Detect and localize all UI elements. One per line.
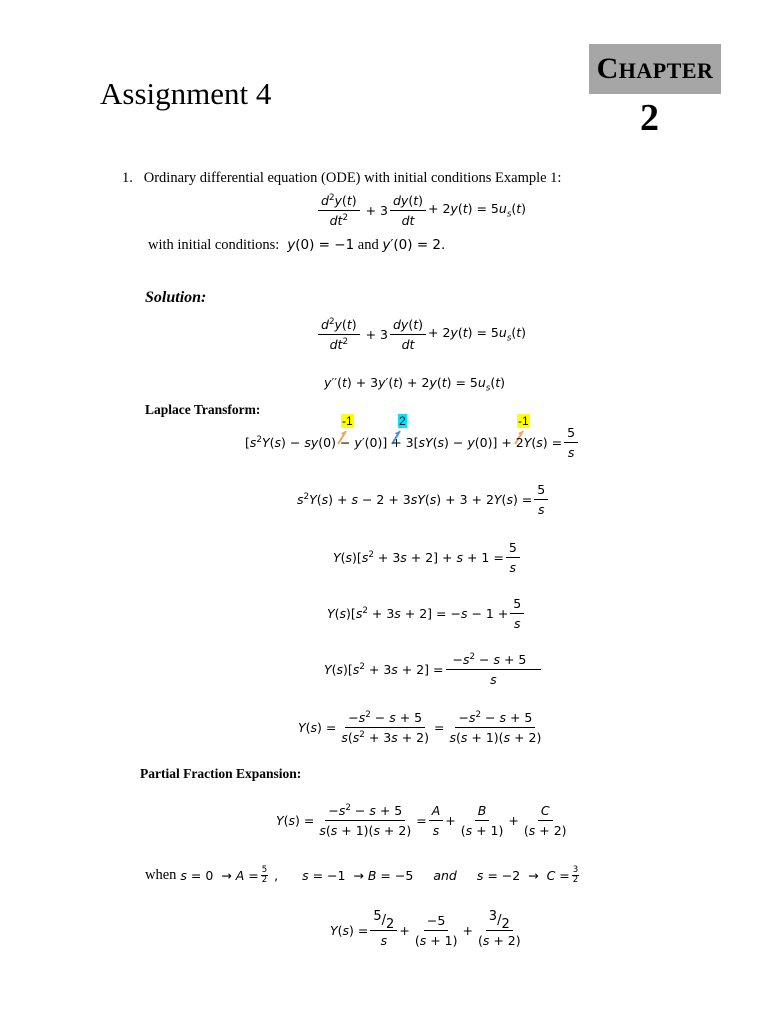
solution-heading: Solution: <box>145 289 207 306</box>
first-derivative: $\frac{dy(t)}{dt}$ <box>390 193 426 228</box>
coefficients-line: when s = 0 → A = $\frac{5}{2}$ , s = −1 → B = −5 and s = −2 → C = $\frac{3}{2}$ <box>145 865 579 885</box>
ode-prime-form: $y''(t) + 3y'(t) + 2y(t) = 5u_s(t)$ <box>324 375 506 394</box>
laplace-step-6: Y(s) = $\frac{-s^2 - s + 5}{s(s^2 + 3s + 2)}$ = $\frac{-s^2 - s + 5}{s(s + 1)(s + 2)}$ <box>298 710 542 746</box>
chapter-label: CHAPTER <box>596 52 714 85</box>
problem-number: 1. <box>122 170 133 186</box>
ode-equation: $\frac{d^2y(t)}{dt^2}$ + 3 $\frac{dy(t)}{dt}$ + $2y(t) = 5u_s(t)$ <box>316 193 526 228</box>
chapter-badge <box>589 44 721 94</box>
pfe-heading: Partial Fraction Expansion: <box>140 766 302 781</box>
laplace-step-4: $Y(s)[s^2 + 3s + 2] = -s - 1$ + $\frac{5}{s}$ <box>327 596 526 631</box>
chapter-number: 2 <box>640 97 659 139</box>
initial-conditions: with initial conditions: y (0) = −1 and y ′(0) = 2. <box>148 237 446 253</box>
page-title: Assignment 4 <box>100 76 272 111</box>
laplace-equation: $[s^2Y(s) - sy(0) - y'(0)] + 3[sY(s) - y(0)] + 2Y(s)$ = $\frac{5}{s}$ <box>245 425 580 460</box>
laplace-step-3: $Y(s)[s^2 + 3s + 2] + s + 1$ = $\frac{5}{s}$ <box>333 540 522 575</box>
highlight-y0-second: -1 <box>518 414 529 428</box>
laplace-heading: Laplace Transform: <box>145 402 261 417</box>
second-derivative: $\frac{d^2y(t)}{dt^2}$ <box>318 193 360 228</box>
problem-statement <box>122 170 561 187</box>
final-equation: Y(s) = 5 / 2 s + $\frac{-5}{(s + 1)}$ + 3 / 2 (s + 2) <box>330 909 521 948</box>
highlight-y0: -1 <box>342 414 353 428</box>
highlight-yprime0: 2 <box>399 414 406 428</box>
laplace-step-5: $Y(s)[s^2 + 3s + 2]$ = $\frac{-s^2 - s + 5}{s}$ <box>324 652 543 687</box>
ode-equation-repeat: $\frac{d^2y(t)}{dt^2}$ + 3 $\frac{dy(t)}{dt}$ + $2y(t) = 5u_s(t)$ <box>316 317 526 352</box>
pfe-equation: Y(s) = $\frac{-s^2 - s + 5}{s(s + 1)(s + 2)}$ = $\frac{A}{s}$ + $\frac{B}{(s + 1)}$ + $\frac{C}{(s + 2)}$ <box>276 803 567 839</box>
laplace-step-2: $s^2Y(s) + s - 2 + 3sY(s) + 3 + 2Y(s)$ = $\frac{5}{s}$ <box>297 482 550 517</box>
problem-text: Ordinary differential equation (ODE) with initial conditions Example 1: <box>143 170 562 186</box>
